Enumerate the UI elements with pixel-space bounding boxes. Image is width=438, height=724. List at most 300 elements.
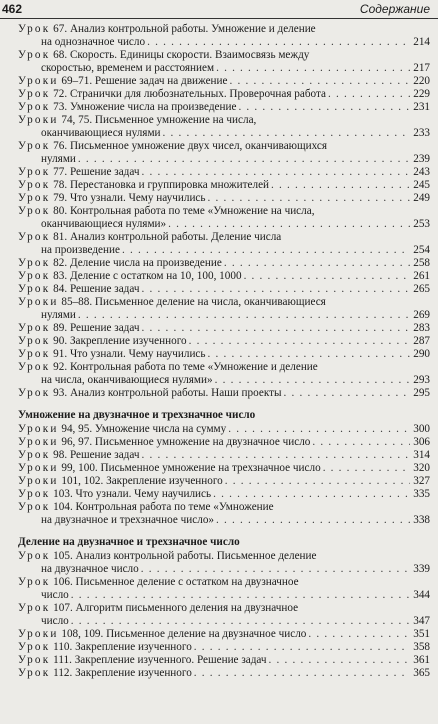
lesson-title-continuation: на однозначное число <box>41 36 146 48</box>
header-rule <box>0 18 438 19</box>
lesson-title-continuation: на числа, оканчивающиеся нулями» <box>41 374 213 386</box>
section-title: Содержание <box>359 2 430 16</box>
page-ref: 293 <box>413 374 430 386</box>
toc-entry-continuation <box>18 589 430 602</box>
lesson-title: Анализ контрольной работы. Деление числа <box>69 231 282 243</box>
lesson-label: Урок <box>18 101 51 113</box>
lesson-number: 103. <box>53 488 73 500</box>
lesson-title: Закрепление изученного <box>75 667 192 679</box>
lesson-number: 74, 75. <box>61 114 93 126</box>
toc-entry <box>18 654 430 667</box>
toc-entry-line <box>18 423 430 436</box>
lesson-title: Контрольная работа по теме «Умножение и деление <box>69 361 318 373</box>
toc-entry-continuation <box>18 127 430 140</box>
lesson-number: 77. <box>53 166 68 178</box>
dot-leader <box>244 270 410 283</box>
toc-entry <box>18 628 430 641</box>
toc-entry-continuation <box>18 514 430 527</box>
dot-leader <box>194 667 410 680</box>
toc-entry-heading <box>18 576 299 588</box>
lesson-number: 93. <box>53 387 68 399</box>
lesson-title: Закрепление изученного. Решение задач <box>74 654 267 666</box>
toc-entry-line <box>18 231 430 244</box>
toc-entry-line <box>18 205 430 218</box>
page-ref: 243 <box>413 166 430 178</box>
toc-entry-line <box>18 462 430 475</box>
toc-entry-line <box>18 88 430 101</box>
lesson-title-continuation: оканчивающиеся нулями» <box>41 218 167 230</box>
page-number: 462 <box>2 2 23 16</box>
page-ref: 320 <box>413 462 430 474</box>
dot-leader <box>216 62 410 75</box>
toc-entry <box>18 205 430 231</box>
lesson-number: 112. <box>53 667 73 679</box>
lesson-title: Закрепление изученного <box>69 335 187 347</box>
toc-entry <box>18 576 430 602</box>
dot-leader <box>328 88 410 101</box>
dot-leader <box>269 654 410 667</box>
lesson-number: 79. <box>53 192 68 204</box>
toc-entry-line <box>18 140 430 153</box>
lesson-number: 73. <box>53 101 68 113</box>
lesson-label: Урок <box>18 576 51 588</box>
toc-entry-heading <box>18 335 187 348</box>
page-ref: 245 <box>413 179 430 191</box>
toc-entry <box>18 667 430 680</box>
toc-entry-line <box>18 283 430 296</box>
lesson-title: Решение задач <box>69 322 140 334</box>
toc-entry-heading <box>18 283 140 296</box>
dot-leader <box>284 387 410 400</box>
lesson-number: 80. <box>53 205 68 217</box>
dot-leader <box>208 348 410 361</box>
lesson-number: 68. <box>53 49 68 61</box>
toc-entry-heading <box>18 628 306 641</box>
lesson-number: 69–71. <box>61 75 93 87</box>
lesson-number: 82. <box>53 257 68 269</box>
dot-leader <box>71 589 410 602</box>
lesson-label: Урок <box>18 667 51 679</box>
toc-entry-heading <box>18 641 192 654</box>
toc-entry-heading <box>18 550 317 562</box>
lesson-number: 105. <box>53 550 73 562</box>
toc-group-1 <box>18 23 430 400</box>
lesson-title: Деление с остатком на 10, 100, 1000 <box>69 270 242 282</box>
page-ref: 231 <box>413 101 430 113</box>
lesson-number: 104. <box>53 501 73 513</box>
page-ref: 254 <box>413 244 430 256</box>
dot-leader <box>142 322 410 335</box>
lesson-title-continuation: на двузначное число <box>41 563 139 575</box>
toc-entry-heading <box>18 49 309 61</box>
page-ref: 361 <box>413 654 430 666</box>
lesson-number: 72. <box>53 88 68 100</box>
toc-entry <box>18 335 430 348</box>
toc-entry-heading <box>18 348 206 361</box>
toc-entry-continuation <box>18 374 430 387</box>
toc-entry-line <box>18 436 430 449</box>
dot-leader <box>323 462 410 475</box>
toc-entry-line <box>18 114 430 127</box>
toc-entry-line <box>18 488 430 501</box>
toc-entry-continuation <box>18 615 430 628</box>
toc-entry <box>18 475 430 488</box>
dot-leader <box>78 309 410 322</box>
lesson-label: Урок <box>18 348 51 360</box>
page-ref: 339 <box>413 563 430 575</box>
lesson-number: 96, 97. <box>61 436 93 448</box>
toc-group-3 <box>18 550 430 680</box>
toc-entry-heading <box>18 436 310 449</box>
lesson-title: Контрольная работа по теме «Умножение на числа, <box>69 205 315 217</box>
toc-entry <box>18 114 430 140</box>
lesson-number: 91. <box>53 348 68 360</box>
toc-entry <box>18 436 430 449</box>
toc-group-2 <box>18 423 430 527</box>
toc-entry <box>18 348 430 361</box>
toc-entry <box>18 488 430 501</box>
toc-entry-line <box>18 335 430 348</box>
dot-leader <box>216 514 410 527</box>
toc-entry-continuation <box>18 244 430 257</box>
lesson-label: Урок <box>18 205 51 217</box>
lesson-title: Письменное умножение на трехзначное число <box>100 462 321 474</box>
lesson-label: Уроки <box>18 296 59 308</box>
toc-entry-line <box>18 75 430 88</box>
lesson-number: 111. <box>53 654 72 666</box>
toc-entry-heading <box>18 23 316 35</box>
dot-leader <box>208 192 410 205</box>
lesson-label: Урок <box>18 166 51 178</box>
lesson-label: Уроки <box>18 423 59 435</box>
lesson-title-continuation: скоростью, временем и расстоянием <box>41 62 215 74</box>
lesson-title-continuation: нулями <box>41 309 76 321</box>
dot-leader <box>122 244 410 257</box>
toc-entry-heading <box>18 205 315 217</box>
page-ref: 290 <box>413 348 430 360</box>
dot-leader <box>194 641 410 654</box>
toc-entry <box>18 501 430 527</box>
toc-entry <box>18 296 430 322</box>
lesson-label: Урок <box>18 501 51 513</box>
toc-entry-heading <box>18 296 326 308</box>
toc-entry-heading <box>18 322 140 335</box>
lesson-label: Урок <box>18 140 51 152</box>
lesson-title: Что узнали. Чему научились <box>69 192 206 204</box>
lesson-title: Письменное деление на двузначное число <box>106 628 307 640</box>
lesson-label: Уроки <box>18 475 59 487</box>
lesson-title-continuation: число <box>41 589 69 601</box>
toc-entry <box>18 101 430 114</box>
lesson-label: Урок <box>18 602 51 614</box>
lesson-title: Странички для любознательных. Проверочная работа <box>69 88 326 100</box>
toc-entry-line <box>18 667 430 680</box>
toc-entry-line <box>18 49 430 62</box>
toc-entry-line <box>18 475 430 488</box>
toc-entry <box>18 462 430 475</box>
lesson-label: Уроки <box>18 114 59 126</box>
lesson-number: 76. <box>53 140 68 152</box>
toc-entry-heading <box>18 361 318 373</box>
page-ref: 295 <box>413 387 430 399</box>
page-ref: 283 <box>413 322 430 334</box>
dot-leader <box>71 615 410 628</box>
toc-entry-heading <box>18 602 298 614</box>
lesson-title: Решение задач на движение <box>94 75 228 87</box>
toc-entry <box>18 231 430 257</box>
lesson-title: Анализ контрольной работы. Умножение и деление <box>69 23 316 35</box>
lesson-title: Письменное умножение двух чисел, оканчивающихся <box>69 140 327 152</box>
lesson-number: 89. <box>53 322 68 334</box>
toc-entry-line <box>18 179 430 192</box>
lesson-label: Урок <box>18 361 51 373</box>
lesson-title: Анализ контрольной работы. Письменное деление <box>75 550 317 562</box>
toc-entry <box>18 192 430 205</box>
lesson-label: Урок <box>18 654 51 666</box>
toc-entry-heading <box>18 140 327 152</box>
toc-entry <box>18 423 430 436</box>
lesson-title-continuation: оканчивающиеся нулями <box>41 127 161 139</box>
dot-leader <box>229 75 410 88</box>
toc-entry-heading <box>18 166 140 179</box>
lesson-label: Уроки <box>18 75 59 87</box>
toc-entry-line <box>18 322 430 335</box>
page-ref: 300 <box>413 423 430 435</box>
lesson-number: 106. <box>53 576 73 588</box>
lesson-label: Уроки <box>18 462 59 474</box>
lesson-number: 107. <box>53 602 73 614</box>
page-ref: 220 <box>413 75 430 87</box>
dot-leader <box>142 449 410 462</box>
lesson-title: Решение задач <box>69 283 140 295</box>
lesson-label: Урок <box>18 335 51 347</box>
toc-entry-heading <box>18 88 326 101</box>
lesson-number: 101, 102. <box>61 475 104 487</box>
page-ref: 253 <box>413 218 430 230</box>
toc-entry-heading <box>18 75 227 88</box>
toc-entry <box>18 75 430 88</box>
toc-entry-line <box>18 270 430 283</box>
toc-entry-line <box>18 501 430 514</box>
lesson-label: Урок <box>18 488 51 500</box>
lesson-label: Урок <box>18 270 51 282</box>
lesson-title: Скорость. Единицы скорости. Взаимосвязь между <box>69 49 310 61</box>
toc-entry-heading <box>18 488 211 501</box>
lesson-title: Анализ контрольной работы. Наши проекты <box>69 387 282 399</box>
toc-entry <box>18 602 430 628</box>
toc-entry-line <box>18 602 430 615</box>
toc-entry-line <box>18 641 430 654</box>
lesson-label: Уроки <box>18 628 59 640</box>
lesson-number: 98. <box>53 449 68 461</box>
dot-leader <box>189 335 410 348</box>
lesson-label: Урок <box>18 550 51 562</box>
lesson-title: Решение задач <box>69 166 140 178</box>
page-ref: 265 <box>413 283 430 295</box>
lesson-label: Урок <box>18 23 51 35</box>
page-ref: 365 <box>413 667 430 679</box>
lesson-number: 99, 100. <box>61 462 98 474</box>
page-ref: 314 <box>413 449 430 461</box>
lesson-title-continuation: на двузначное и трехзначное число» <box>41 514 215 526</box>
toc-entry-continuation <box>18 36 430 49</box>
toc-entry <box>18 361 430 387</box>
toc-entry-line <box>18 654 430 667</box>
lesson-title: Письменное умножение на числа, <box>94 114 257 126</box>
lesson-label: Урок <box>18 231 51 243</box>
toc-entry-line <box>18 101 430 114</box>
dot-leader <box>142 283 410 296</box>
lesson-title: Контрольная работа по теме «Умножение <box>75 501 274 513</box>
group-heading-multiplication: Умножение на двузначное и трехзначное число <box>18 409 256 421</box>
lesson-number: 84. <box>53 283 68 295</box>
page-ref: 233 <box>413 127 430 139</box>
dot-leader <box>142 166 410 179</box>
lesson-label: Урок <box>18 283 51 295</box>
toc-entry-heading <box>18 179 269 192</box>
toc-entry-heading <box>18 114 256 126</box>
toc-entry-line <box>18 296 430 309</box>
lesson-number: 81. <box>53 231 68 243</box>
running-header <box>0 0 438 20</box>
toc-entry-line <box>18 449 430 462</box>
toc-entry <box>18 23 430 49</box>
lesson-title: Перестановка и группировка множителей <box>69 179 270 191</box>
toc-entry <box>18 449 430 462</box>
toc-entry-line <box>18 628 430 641</box>
table-of-contents <box>18 23 430 680</box>
group-heading-division: Деление на двузначное и трехзначное число <box>18 536 240 548</box>
dot-leader <box>215 374 410 387</box>
lesson-label: Урок <box>18 641 51 653</box>
page-ref: 344 <box>413 589 430 601</box>
toc-entry-heading <box>18 423 226 436</box>
toc-entry <box>18 283 430 296</box>
toc-entry-line <box>18 348 430 361</box>
toc-entry-heading <box>18 270 242 283</box>
toc-entry-heading <box>18 101 236 114</box>
lesson-label: Урок <box>18 49 51 61</box>
page-ref: 351 <box>413 628 430 640</box>
toc-entry <box>18 140 430 166</box>
toc-entry-heading <box>18 192 206 205</box>
toc-entry-heading <box>18 257 222 270</box>
dot-leader <box>141 563 410 576</box>
page-ref: 327 <box>413 475 430 487</box>
toc-entry-line <box>18 361 430 374</box>
dot-leader <box>312 436 410 449</box>
page-ref: 287 <box>413 335 430 347</box>
lesson-title: Что узнали. Чему научились <box>69 348 206 360</box>
lesson-label: Урок <box>18 449 51 461</box>
toc-entry-heading <box>18 462 321 475</box>
toc-entry-continuation <box>18 309 430 322</box>
toc-entry <box>18 641 430 654</box>
dot-leader <box>78 153 410 166</box>
lesson-title: Закрепление изученного <box>75 641 192 653</box>
page-ref: 217 <box>413 62 430 74</box>
lesson-title: Закрепление изученного <box>106 475 223 487</box>
page-ref: 358 <box>413 641 430 653</box>
page-ref: 229 <box>413 88 430 100</box>
dot-leader <box>163 127 410 140</box>
lesson-number: 83. <box>53 270 68 282</box>
toc-entry <box>18 49 430 75</box>
toc-entry <box>18 166 430 179</box>
lesson-number: 78. <box>53 179 68 191</box>
dot-leader <box>308 628 410 641</box>
lesson-title: Умножение числа на произведение <box>69 101 237 113</box>
page-ref: 335 <box>413 488 430 500</box>
toc-entry-heading <box>18 501 274 513</box>
toc-entry-line <box>18 576 430 589</box>
toc-entry-heading <box>18 231 281 243</box>
toc-entry-continuation <box>18 218 430 231</box>
page-ref: 338 <box>413 514 430 526</box>
toc-entry <box>18 270 430 283</box>
dot-leader <box>228 423 410 436</box>
lesson-label: Уроки <box>18 436 59 448</box>
dot-leader <box>224 257 410 270</box>
toc-entry-continuation <box>18 563 430 576</box>
lesson-title: Письменное деление с остатком на двузначное <box>75 576 299 588</box>
toc-entry <box>18 322 430 335</box>
dot-leader <box>168 218 410 231</box>
lesson-title: Деление числа на произведение <box>69 257 222 269</box>
lesson-number: 94, 95. <box>61 423 93 435</box>
toc-entry-line <box>18 550 430 563</box>
lesson-number: 92. <box>53 361 68 373</box>
page-ref: 239 <box>413 153 430 165</box>
lesson-label: Урок <box>18 387 51 399</box>
dot-leader <box>147 36 410 49</box>
toc-entry-heading <box>18 654 267 667</box>
toc-entry-continuation <box>18 62 430 75</box>
lesson-title-continuation: на произведение <box>41 244 120 256</box>
page-ref: 258 <box>413 257 430 269</box>
lesson-title: Что узнали. Чему научились <box>75 488 212 500</box>
lesson-title: Умножение числа на сумму <box>94 423 227 435</box>
toc-entry-heading <box>18 449 140 462</box>
toc-entry <box>18 387 430 400</box>
lesson-title: Письменное деление на числа, оканчивающиеся <box>94 296 326 308</box>
toc-entry <box>18 88 430 101</box>
page-ref: 261 <box>413 270 430 282</box>
toc-entry <box>18 179 430 192</box>
lesson-number: 67. <box>53 23 68 35</box>
toc-entry-heading <box>18 475 223 488</box>
page-ref: 214 <box>413 36 430 48</box>
lesson-label: Урок <box>18 322 51 334</box>
toc-entry-line <box>18 387 430 400</box>
toc-entry <box>18 257 430 270</box>
page-ref: 249 <box>413 192 430 204</box>
lesson-number: 90. <box>53 335 68 347</box>
lesson-title: Письменное умножение на двузначное число <box>94 436 311 448</box>
toc-entry-heading <box>18 387 282 400</box>
dot-leader <box>225 475 410 488</box>
lesson-label: Урок <box>18 257 51 269</box>
dot-leader <box>213 488 410 501</box>
toc-entry-line <box>18 192 430 205</box>
toc-entry-heading <box>18 667 192 680</box>
dot-leader <box>238 101 410 114</box>
page-ref: 347 <box>413 615 430 627</box>
lesson-number: 108, 109. <box>61 628 104 640</box>
page-ref: 306 <box>413 436 430 448</box>
lesson-title: Решение задач <box>69 449 140 461</box>
toc-entry-line <box>18 166 430 179</box>
